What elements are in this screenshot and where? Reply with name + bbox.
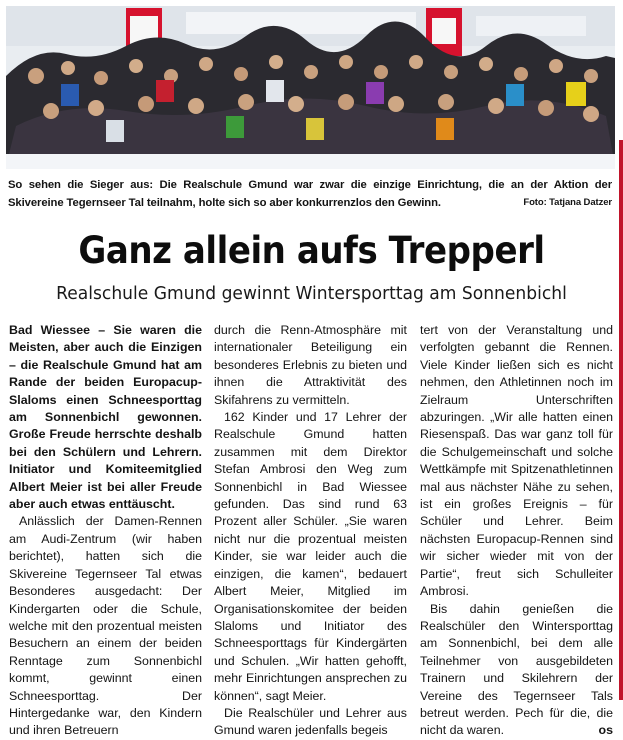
group-photo bbox=[6, 6, 615, 169]
article-paragraph-3-continued: tert von der Veranstaltung und verfolgten gebannt die Rennen. Viele Kinder ließen sich es nicht nehmen, den Athletinnen noch im Zielraum Unterschriften abzuringen. „Wir alle hatten einen Riesenspaß. Das war ganz toll für die Schulgemeinschaft und solche Wettkämpfe mit Spitzenathletinnen mal aus nächster Nähe zu sehen, ist ein großes Ereignis – für Schüler und Lehrer. Beim nächsten Europacup-Rennen sind wir sicher wieder mit von der Partie“, freut sich Schulleiter Ambrosi. bbox=[420, 323, 613, 599]
article-paragraph-2: 162 Kinder und 17 Lehrer der Realschule Gmund hatten zusammen mit dem Direktor Stefan Ambrosi den Weg zum Sonnenbichl in Bad Wiessee gefunden. Das sind rund 63 Prozent aller Schüler. „Sie waren nicht nur die prozentual meisten Kinder, sie war leider auch die einzigen, die kamen“, bedauert Albert Meier, Mitglied im Organisationskomitee der beiden Slaloms und Initiator des Schneesporttags für Kindergärten und Schulen. „Wir hatten gehofft, mehr Einrichtungen ansprechen zu können“, sagt Meier. bbox=[214, 410, 407, 703]
article-column-2 bbox=[214, 322, 407, 738]
article-column-3 bbox=[420, 322, 613, 738]
article-paragraph-1: Anlässlich der Damen-Rennen am Audi-Zentrum (wir haben berichtet), hatten sich die Skivereine Tegernseer Tal etwas Besonderes ausgedacht: Der Kindergarten oder die Schule, welche mit den prozentual meisten Besuchern an einem der beiden Renntage zum Sonnenbichl kommt, gewinnt einen Schneesporttag. Der Hintergedanke war, den Kindern und ihren Betreuern bbox=[9, 514, 202, 738]
article-paragraph-4 bbox=[420, 601, 613, 740]
caption-text: So sehen die Sieger aus: Die Realschule Gmund war zwar die einzige Einrichtung, die an der Aktion der Skivereine Tegernseer Tal teilnahm, holte sich so aber konkurrenzlos den Gewinn. bbox=[8, 179, 612, 209]
article-lead: Bad Wiessee – Sie waren die Meisten, aber auch die Einzigen – die Realschule Gmund hat am Rande der beiden Europacup-Slaloms einen Schneesporttag am Sonnenbichl gewonnen. Große Freude herrschte deshalb bei den Schülern und Lehrern. Initiator und Komiteemitglied Albert Meier ist bei aller Freude aber auch etwas enttäuscht. bbox=[9, 323, 202, 512]
subheadline: Realschule Gmund gewinnt Wintersporttag am Sonnenbichl bbox=[56, 283, 567, 304]
headline: Ganz allein aufs Trepperl bbox=[78, 229, 545, 272]
photo-credit: Foto: Tatjana Datzer bbox=[523, 197, 612, 208]
photo-caption bbox=[8, 176, 612, 212]
article-paragraph-4-text: Bis dahin genießen die Realschüler den Wintersporttag am Sonnenbichl, bei dem alle Teilnehmer von ausgebildeten Trainern und Skilehrern der Vereine des Tegernseer Tals betreut werden. Pech für die, die nicht da waren. bbox=[420, 601, 613, 738]
article-paragraph-1-continued: durch die Renn-Atmosphäre mit internationaler Beteiligung ein besonderes Erlebnis zu bieten und ihnen die Attraktivität des Skifahrens zu vermitteln. bbox=[214, 323, 407, 407]
author-initials: os bbox=[598, 723, 613, 738]
article-paragraph-3: Die Realschüler und Lehrer aus Gmund waren jedenfalls begeis bbox=[214, 705, 407, 738]
page-edge-accent bbox=[619, 140, 623, 700]
article-column-1 bbox=[9, 322, 202, 738]
